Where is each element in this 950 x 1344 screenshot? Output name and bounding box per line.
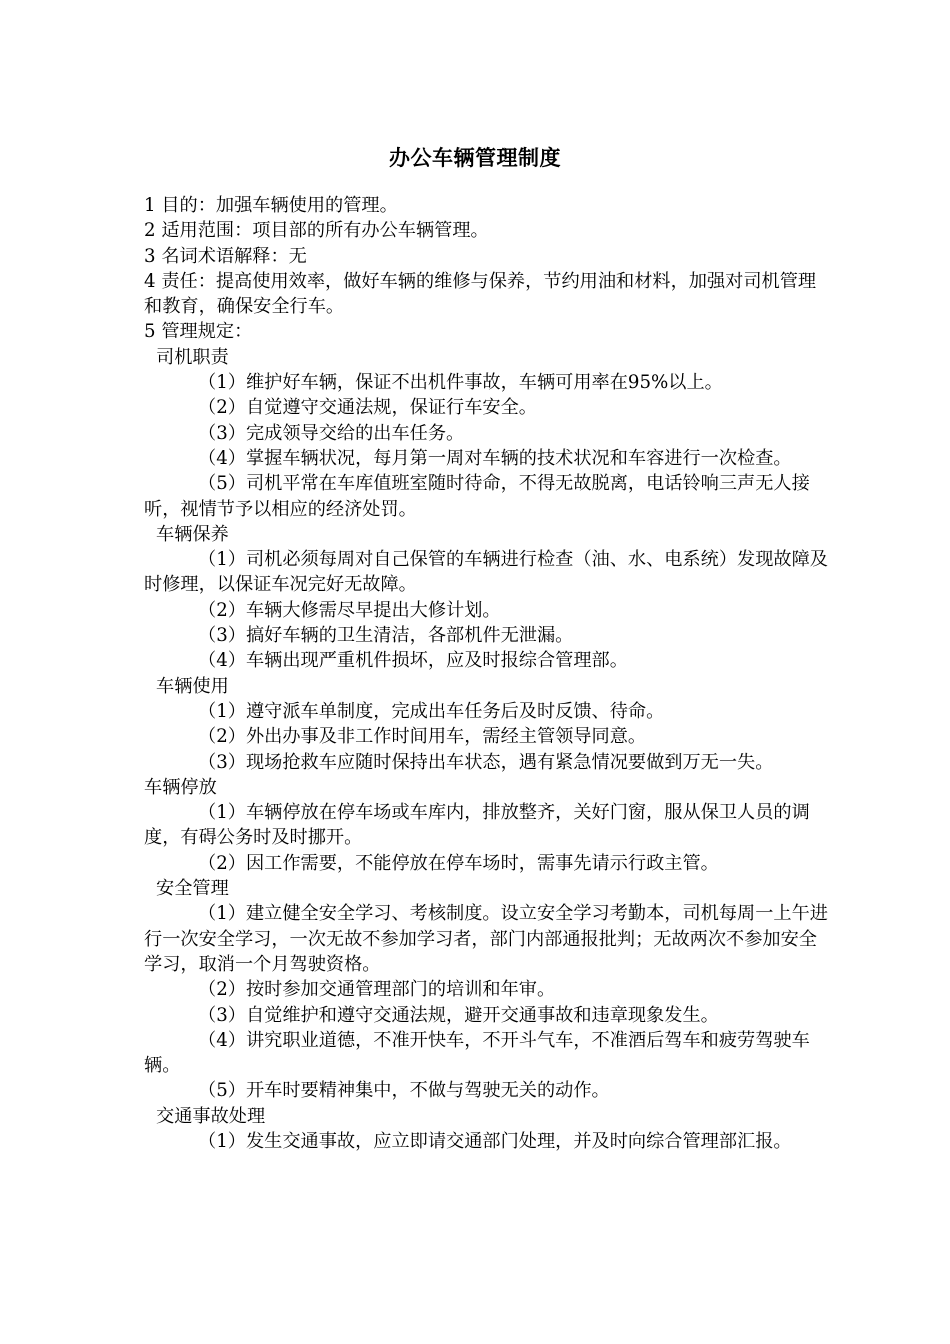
list-item: （1）遵守派车单制度，完成出车任务后及时反馈、待命。 [198,700,665,722]
intro-terms: 3 名词术语解释：无 [144,245,307,267]
list-item: （1）发生交通事故，应立即请交通部门处理，并及时向综合管理部汇报。 [198,1130,792,1152]
intro-rules: 5 管理规定： [144,321,253,343]
list-item: （3）自觉维护和遵守交通法规，避开交通事故和违章现象发生。 [198,1004,719,1026]
list-item: （2）因工作需要，不能停放在停车场时，需事先请示行政主管。 [198,852,719,874]
list-item: （3）完成领导交给的出车任务。 [198,422,465,444]
list-item: （3）现场抢救车应随时保持出车状态，遇有紧急情况要做到万无一失。 [198,751,774,773]
list-item: （2）车辆大修需尽早提出大修计划。 [198,599,501,621]
list-item: （2）按时参加交通管理部门的培训和年审。 [198,979,556,1001]
intro-responsibility: 4 责任：提高使用效率，做好车辆的维修与保养，节约用油和材料，加强对司机管理和教育，确保安全行车。 [144,270,817,318]
section-heading-vehicle-use: 车辆使用 [156,675,229,697]
list-item: （1）建立健全安全学习、考核制度。设立安全学习考勤本，司机每周一上午进行一次安全学习，一次无故不参加学习者，部门内部通报批判；无故两次不参加安全学习，取消一个月驾驶资格。 [144,903,828,975]
section-heading-maintenance: 车辆保养 [156,523,229,545]
list-item: （4）车辆出现严重机件损坏，应及时报综合管理部。 [198,650,628,672]
list-item: （4）掌握车辆状况，每月第一周对车辆的技术状况和车容进行一次检查。 [198,447,792,469]
list-item: （1）司机必须每周对自己保管的车辆进行检查（油、水、电系统）发现故障及时修理，以保证车况完好无故障。 [144,549,828,596]
list-item: （1）维护好车辆，保证不出机件事故，车辆可用率在95%以上。 [198,372,723,394]
document-body [144,193,834,1154]
list-item: （5）开车时要精神集中，不做与驾驶无关的动作。 [198,1080,610,1102]
section-heading-parking: 车辆停放 [144,776,217,798]
list-item: （1）车辆停放在停车场或车库内，排放整齐，关好门窗，服从保卫人员的调度，有碍公务时及时挪开。 [144,802,810,849]
section-heading-accidents: 交通事故处理 [156,1105,266,1127]
intro-purpose: 1 目的：加强车辆使用的管理。 [144,195,398,216]
list-item: （2）自觉遵守交通法规，保证行车安全。 [198,397,537,419]
list-item: （2）外出办事及非工作时间用车，需经主管领导同意。 [198,726,647,748]
document-title: 办公车辆管理制度 [389,146,561,170]
section-heading-safety: 安全管理 [156,878,229,900]
section-heading-driver-duties: 司机职责 [156,346,229,368]
list-item: （3）搞好车辆的卫生清洁，各部机件无泄漏。 [198,625,574,647]
list-item: （5）司机平常在车库值班室随时待命，不得无故脱离，电话铃响三声无人接听，视情节予以相应的经济处罚。 [144,473,810,520]
list-item: （4）讲究职业道德，不准开快车，不开斗气车，不准酒后驾车和疲劳驾驶车辆。 [144,1029,810,1077]
intro-scope: 2 适用范围：项目部的所有办公车辆管理。 [144,220,489,242]
